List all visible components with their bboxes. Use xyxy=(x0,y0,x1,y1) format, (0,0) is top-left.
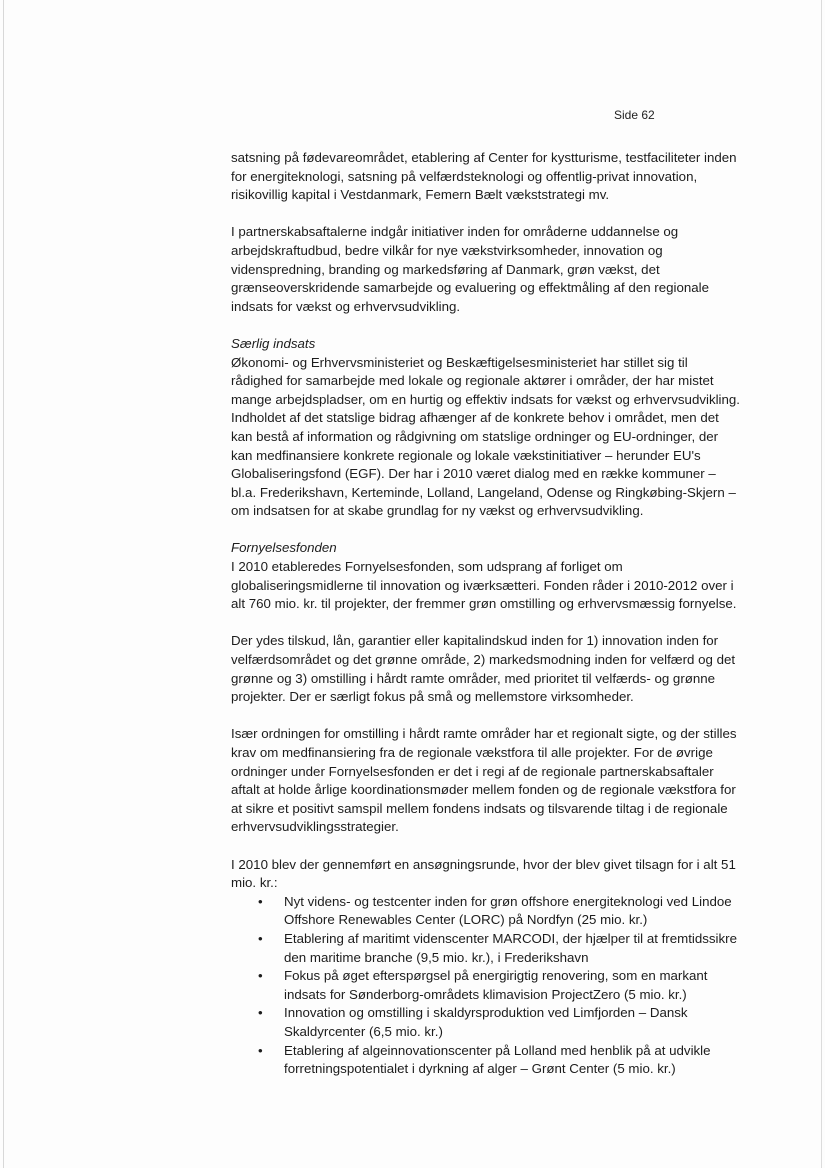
bullet-icon: • xyxy=(258,1042,263,1058)
section-heading-saerlig-indsats: Særlig indsats xyxy=(231,335,316,351)
list-item-text: Etablering af maritimt videnscenter MARCODI, der hjælper til at fremtidssikre den maritime branche (9,5 mio. kr.), i Frederikshavn xyxy=(284,930,737,965)
list-item-text: Fokus på øget efterspørgsel på energirigtig renovering, som en markant indsats for Sønderborg-områdets klimavision ProjectZero (5 mio. kr.) xyxy=(284,968,708,1002)
list-item-text: Etablering af algeinnovationscenter på Lolland med henblik på at udvikle forretningspotentialet i dyrkning af alger – Grønt Center (5 mio. kr.) xyxy=(284,1042,711,1077)
document-body xyxy=(231,149,743,1079)
scan-edge-right xyxy=(821,0,822,1168)
list-item xyxy=(231,930,743,967)
bullet-icon: • xyxy=(258,930,263,946)
list-item xyxy=(231,893,743,930)
scan-edge-left xyxy=(3,0,4,1168)
paragraph-saerlig-indsats: Økonomi- og Erhvervsministeriet og Beskæftigelsesministeriet har stillet sig til rådighed for samarbejde med lokale og regionale aktører i områder, der har mistet mange arbejdspladser, om en hurtig og effektiv indsats for vækst og erhvervsudvikling. Indholdet af det statslige bidrag afhænger af de konkrete behov i området, men det kan bestå af information og rådgivning om statslige ordninger og EU-ordninger, der kan medfinansiere konkrete regionale og lokale vækstinitiativer – herunder EU's Globaliseringsfond (EGF). Der har i 2010 været dialog med en række kommuner – bl.a. Frederikshavn, Kerteminde, Lolland, Langeland, Odense og Ringkøbing-Skjern – om indsatsen for at skabe grundlag for ny vækst og erhvervsudvikling. xyxy=(231,354,740,519)
list-item xyxy=(231,1004,743,1041)
bullet-icon: • xyxy=(258,893,263,909)
paragraph-intro: satsning på fødevareområdet, etablering af Center for kystturisme, testfaciliteter inden for energiteknologi, satsning på velfærdsteknologi og offentlig-privat innovation, risikovillig kapital i Vestdanmark, Femern Bælt vækststrategi mv. xyxy=(231,150,737,203)
bullet-icon: • xyxy=(258,968,263,984)
grant-list xyxy=(231,893,743,1079)
paragraph-fornyelsesfonden-3: Især ordningen for omstilling i hårdt ramte områder har et regionalt sigte, og der stilles krav om medfinansiering fra de regionale vækstfora til alle projekter. For de øvrige ordninger under Fornyelsesfonden er det i regi af de regionale partnerskabsaftaler aftalt at holde årlige koordinationsmøder mellem fonden og de regionale vækstfora for at sikre et positivt samspil mellem fondens indsats og tilsvarende tiltag i de regionale erhvervsudviklingsstrategier. xyxy=(231,726,737,835)
list-item-text: Innovation og omstilling i skaldyrsproduktion ved Limfjorden – Dansk Skaldyrcenter (6,5 mio. kr.) xyxy=(284,1005,688,1039)
page-number: Side 62 xyxy=(614,108,655,122)
paragraph-fornyelsesfonden-4: I 2010 blev der gennemført en ansøgningsrunde, hvor der blev givet tilsagn for i alt 51 mio. kr.: xyxy=(231,856,736,891)
list-item-text: Nyt videns- og testcenter inden for grøn offshore energiteknologi ved Lindoe Offshore Renewables Center (LORC) på Nordfyn (25 mio. kr.) xyxy=(284,893,732,928)
list-item xyxy=(231,967,743,1004)
paragraph-fornyelsesfonden-2: Der ydes tilskud, lån, garantier eller kapitalindskud inden for 1) innovation inden for velfærdsområdet og det grønne område, 2) markedsmodning inden for velfærd og det grønne og 3) omstilling i hårdt ramte områder, med prioritet til velfærds- og grønne projekter. Der er særligt fokus på små og mellemstore virksomheder. xyxy=(231,633,736,705)
list-item xyxy=(231,1042,743,1079)
paragraph-fornyelsesfonden-1: I 2010 etableredes Fornyelsesfonden, som udsprang af forliget om globaliseringsmidlerne til innovation og iværksætteri. Fonden råder i 2010-2012 over i alt 760 mio. kr. til projekter, der fremmer grøn omstilling og erhvervsmæssig fornyelse. xyxy=(231,559,737,612)
section-heading-fornyelsesfonden: Fornyelsesfonden xyxy=(231,540,337,556)
paragraph-partnerships: I partnerskabsaftalerne indgår initiativer inden for områderne uddannelse og arbejdskraftudbud, bedre vilkår for nye vækstvirksomheder, innovation og videnspredning, branding og markedsføring af Danmark, grøn vækst, det grænseoverskridende samarbejde og evaluering og effektmåling af den regionale indsats for vækst og erhvervsudvikling. xyxy=(231,224,710,314)
bullet-icon: • xyxy=(258,1005,263,1021)
